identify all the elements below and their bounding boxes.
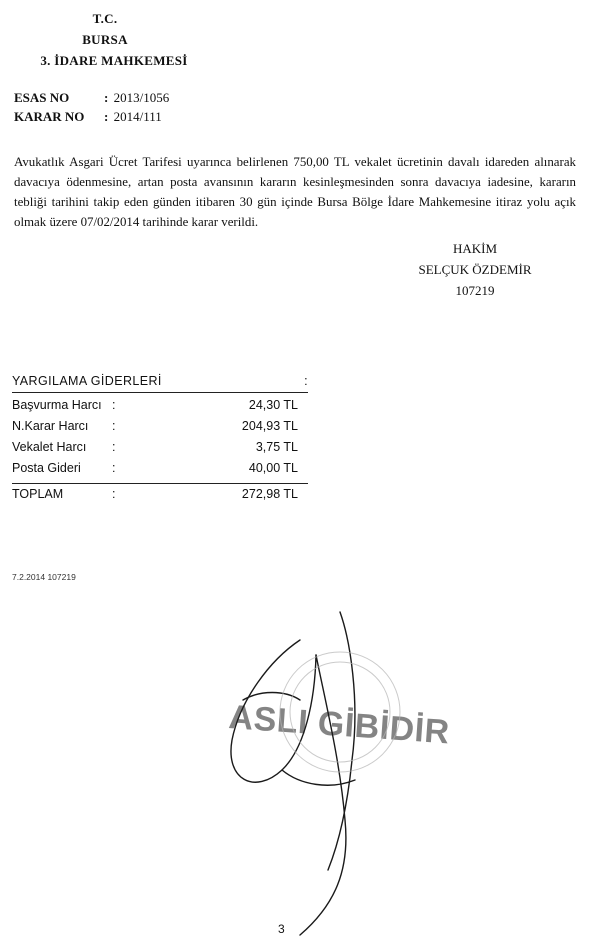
judge-name: SELÇUK ÖZDEMİR [418,262,532,277]
total-label: TOPLAM [12,487,64,501]
karar-label: KARAR NO [14,109,85,124]
esas-value: 2013/1056 [113,90,170,105]
cost-label: Posta Gideri [12,461,81,475]
karar-row: KARAR NO : 2014/111 [14,109,162,124]
costs-title-colon: : [304,374,308,388]
asli-gibidir-stamp [227,698,450,751]
cost-amount: 24,30 TL [248,398,298,412]
total-amount: 272,98 TL [241,487,298,501]
court-name: 3. İDARE MAHKEMESİ [40,53,188,68]
esas-label: ESAS NO [14,90,70,105]
cost-amount: 3,75 TL [255,440,298,454]
costs-table [12,372,308,505]
costs-title-text: YARGILAMA GİDERLERİ [12,374,162,388]
city-label: BURSA [82,32,128,47]
cost-amount: 204,93 TL [241,419,298,433]
judge-number: 107219 [455,283,495,298]
cost-row: N.Karar Harcı : 204,93 TL [12,416,308,437]
court-header [0,8,210,71]
cost-label: Başvurma Harcı [12,398,102,412]
cost-label: Vekalet Harcı [12,440,87,454]
esas-row: ESAS NO : 2013/1056 [14,90,170,105]
page-number: 3 [278,922,285,936]
country-label: T.C. [92,11,118,26]
karar-value: 2014/111 [113,109,162,124]
case-info [14,88,169,126]
svg-text:ASLI GİBİDİR: ASLI GİBİDİR [227,698,451,752]
footnote: 7.2.2014 107219 [12,572,76,582]
cost-row: Posta Gideri : 40,00 TL [12,458,308,479]
handwritten-signature [231,612,355,935]
judge-signature-block [410,238,540,301]
judge-title: HAKİM [452,241,498,256]
cost-row: Başvurma Harcı : 24,30 TL [12,395,308,416]
cost-row: Vekalet Harcı : 3,75 TL [12,437,308,458]
cost-label: N.Karar Harcı [12,419,89,433]
faint-round-seal [280,652,400,772]
total-row: TOPLAM : 272,98 TL [12,484,308,505]
decision-paragraph: Avukatlık Asgari Ücret Tarifesi uyarınca belirlenen 750,00 TL vekalet ücretinin davalı idareden alınarak davacıya ödenmesine, artan posta avansının kararın kesinleşmesinden sonra davacıya iadesine, kararın tebliği tarihini takip eden günden itibaren 30 gün içinde Bursa Bölge İdare Mahkemesine itiraz yolu açık olmak üzere 07/02/2014 tarihinde karar verildi. [14,155,576,229]
costs-title [12,372,308,393]
cost-amount: 40,00 TL [248,461,298,475]
